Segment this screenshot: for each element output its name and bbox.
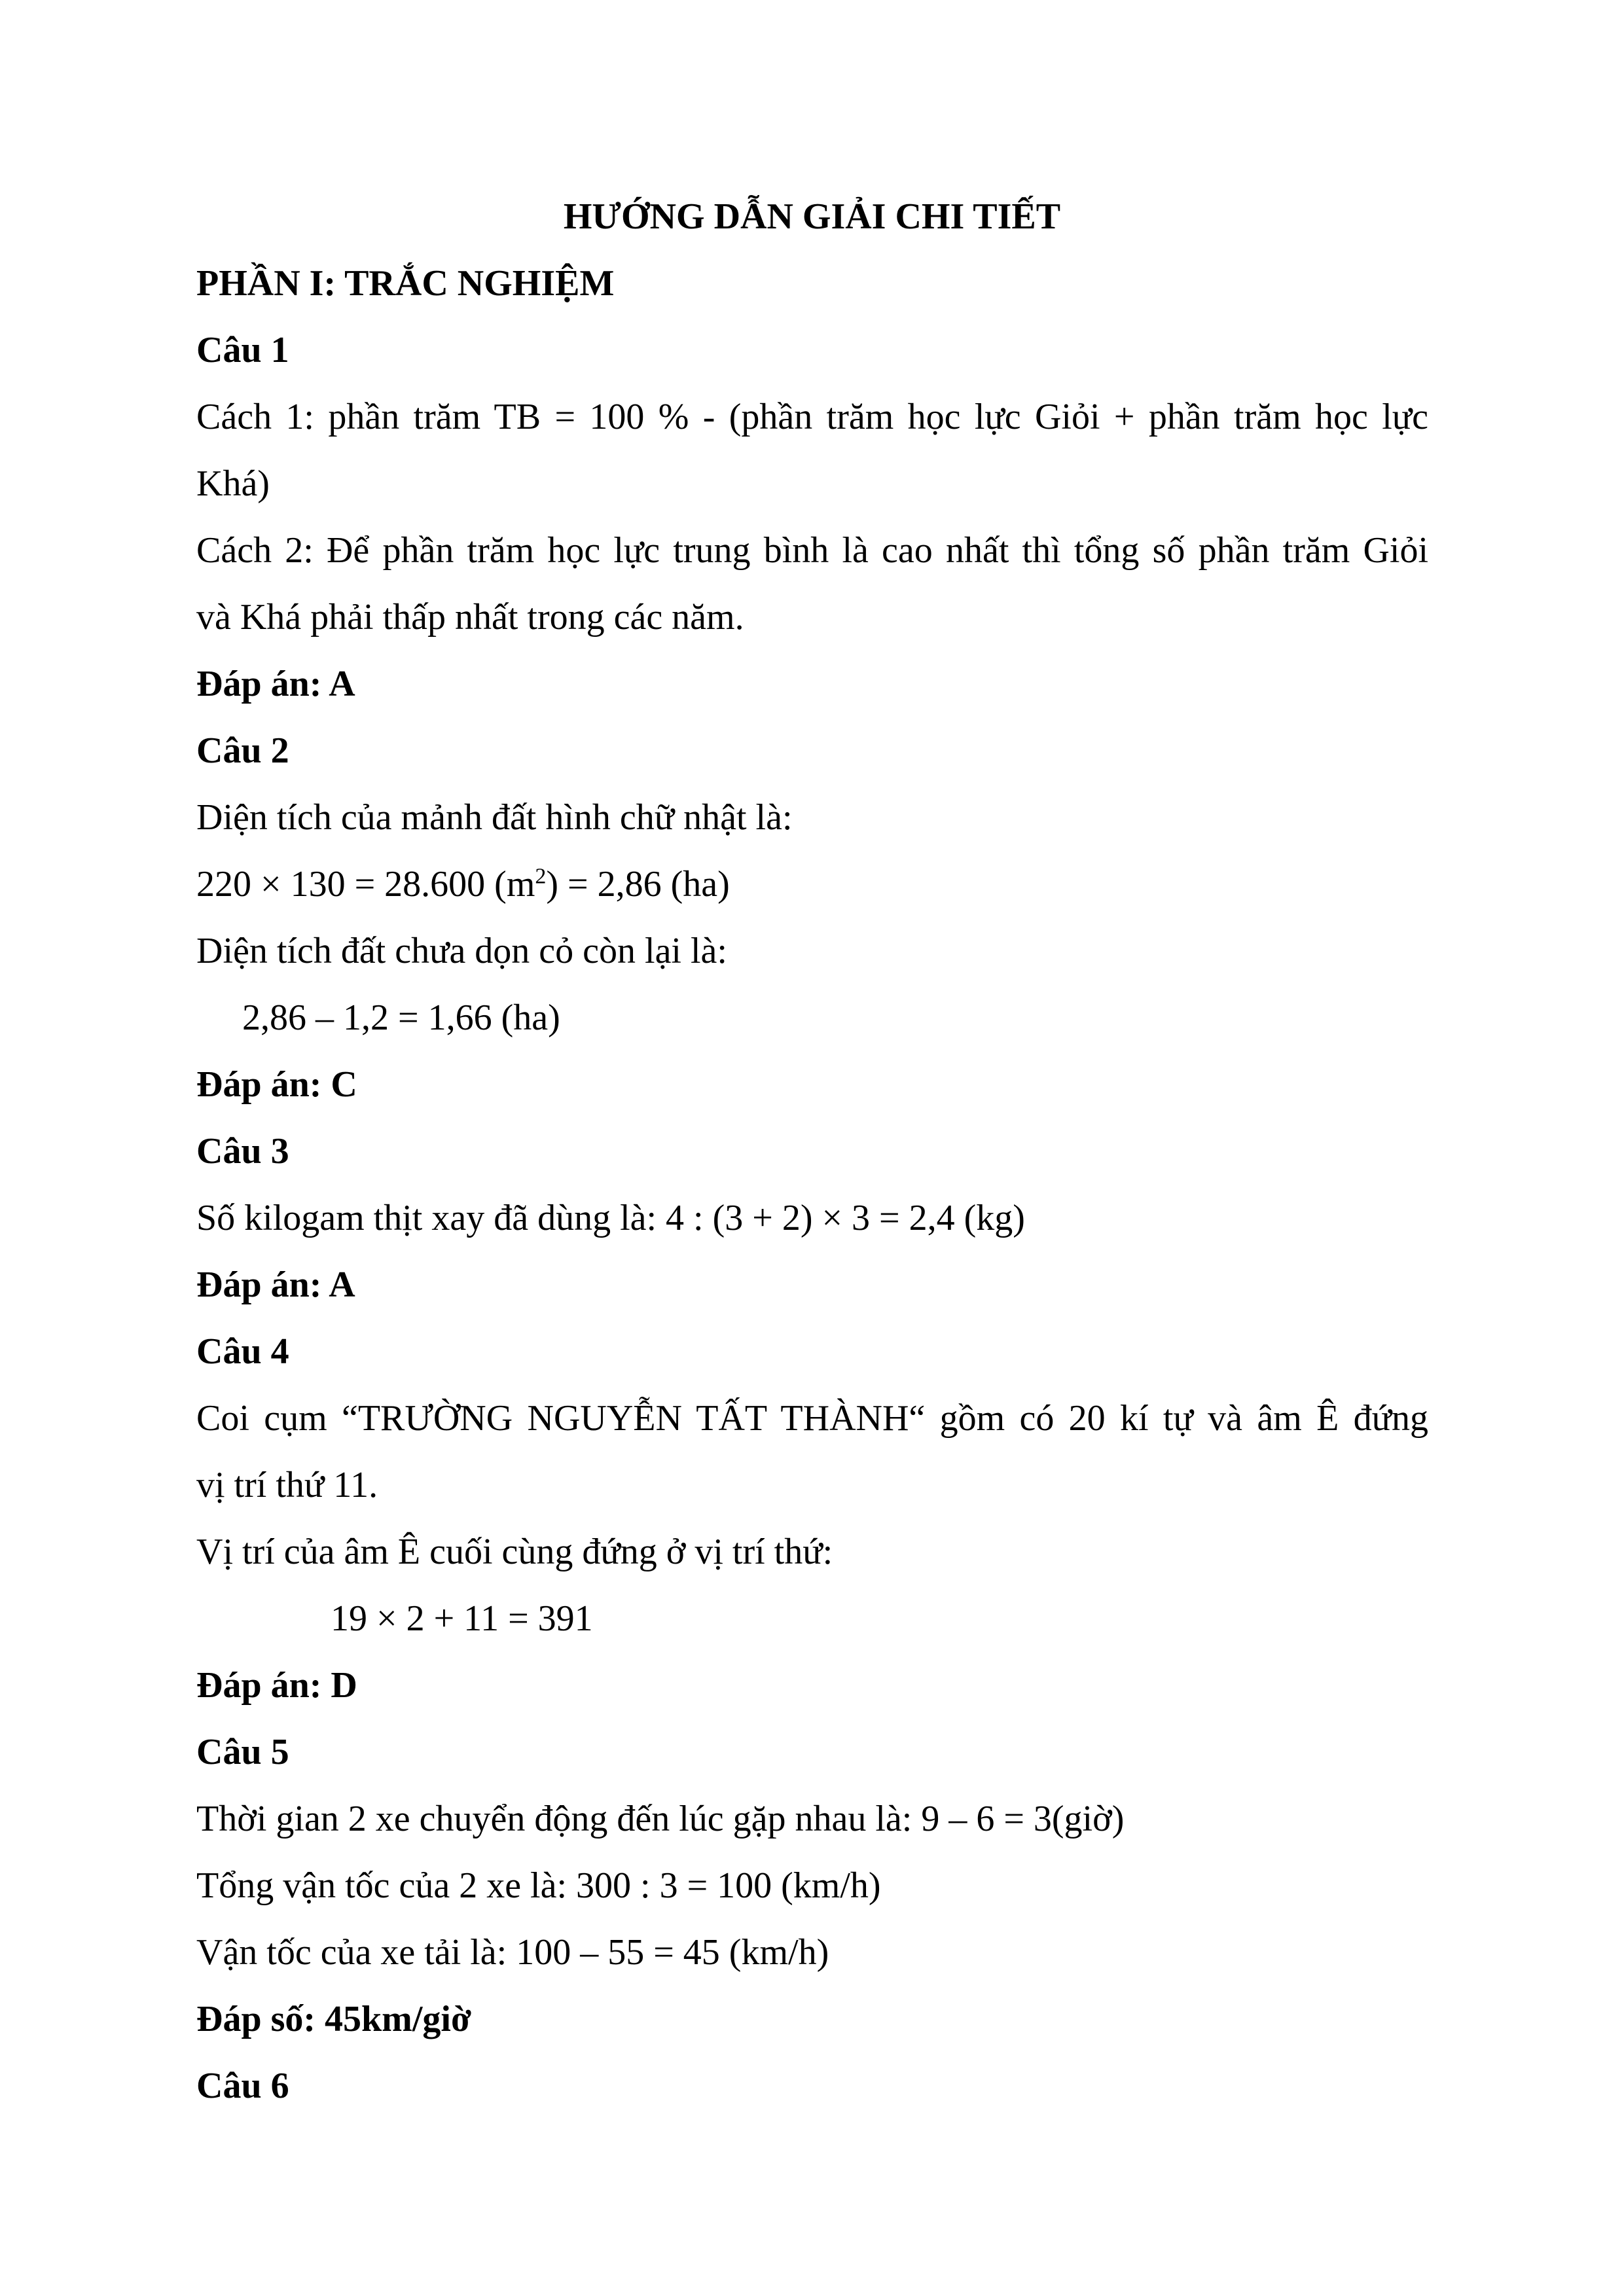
question-4-line-3: Vị trí của âm Ê cuối cùng đứng ở vị trí thứ: <box>196 1532 833 1572</box>
question-2-answer: Đáp án: C <box>196 1064 357 1105</box>
question-1-method-1-line-2: Khá) <box>196 463 270 504</box>
question-2-line-1: Diện tích của mảnh đất hình chữ nhật là: <box>196 797 793 838</box>
question-2-line-4: 2,86 – 1,2 = 1,66 (ha) <box>242 997 560 1038</box>
superscript-exponent: 2 <box>535 864 547 889</box>
part-heading: PHẦN I: TRẮC NGHIỆM <box>196 263 615 304</box>
question-5-line-3: Vận tốc của xe tải là: 100 – 55 = 45 (km/h) <box>196 1932 829 1973</box>
question-3-line-1: Số kilogam thịt xay đã dùng là: 4 : (3 + 2) × 3 = 2,4 (kg) <box>196 1198 1025 1238</box>
question-1-method-2-line-1: Cách 2: Để phần trăm học lực trung bình là cao nhất thì tổng số phần trăm Giỏi <box>196 530 1428 571</box>
question-4-answer: Đáp án: D <box>196 1665 357 1706</box>
question-2-line-2-tail: ) = 2,86 (ha) <box>546 864 730 905</box>
question-2-line-2-text: 220 × 130 = 28.600 (m <box>196 864 535 905</box>
question-1-method-1-line-1: Cách 1: phần trăm TB = 100 % - (phần trăm học lực Giỏi + phần trăm học lực <box>196 397 1428 437</box>
question-3-heading: Câu 3 <box>196 1131 289 1172</box>
question-5-line-1: Thời gian 2 xe chuyển động đến lúc gặp nhau là: 9 – 6 = 3(giờ) <box>196 1799 1125 1839</box>
question-2-line-3: Diện tích đất chưa dọn cỏ còn lại là: <box>196 931 727 971</box>
question-3-answer: Đáp án: A <box>196 1265 355 1305</box>
question-1-method-2-line-2: và Khá phải thấp nhất trong các năm. <box>196 597 744 637</box>
question-6-heading: Câu 6 <box>196 2066 289 2106</box>
question-4-heading: Câu 4 <box>196 1331 289 1372</box>
question-1-answer: Đáp án: A <box>196 664 355 704</box>
question-5-answer: Đáp số: 45km/giờ <box>196 1999 471 2039</box>
page-title: HƯỚNG DẪN GIẢI CHI TIẾT <box>563 196 1061 237</box>
question-2-line-2 <box>196 861 730 907</box>
question-5-heading: Câu 5 <box>196 1732 289 1772</box>
question-4-line-4: 19 × 2 + 11 = 391 <box>331 1598 593 1639</box>
question-2-heading: Câu 2 <box>196 730 289 771</box>
question-1-heading: Câu 1 <box>196 330 289 370</box>
question-5-line-2: Tổng vận tốc của 2 xe là: 300 : 3 = 100 (km/h) <box>196 1865 881 1906</box>
question-4-line-2: vị trí thứ 11. <box>196 1465 378 1505</box>
question-4-line-1: Coi cụm “TRƯỜNG NGUYỄN TẤT THÀNH“ gồm có 20 kí tự và âm Ê đứng <box>196 1398 1428 1439</box>
